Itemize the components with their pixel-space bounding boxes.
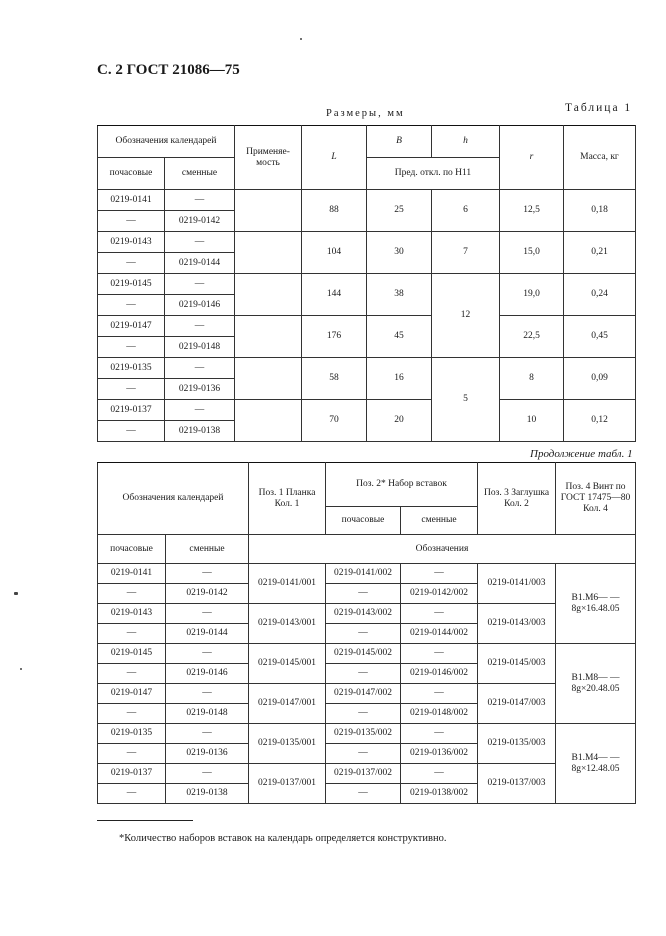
table-cell: — xyxy=(166,764,249,784)
table-cell: 0219-0142 xyxy=(166,584,249,604)
table-cell: 30 xyxy=(367,232,432,274)
set-replaceable-header: сменные xyxy=(401,507,478,535)
table-cell: 70 xyxy=(302,400,367,442)
h-header: h xyxy=(432,126,500,158)
footnote-rule xyxy=(97,820,193,821)
table-cell: — xyxy=(166,564,249,584)
table-cell: 0219-0143 xyxy=(98,232,165,253)
table-cell: 22,5 xyxy=(500,316,564,358)
table-cell: 0219-0138 xyxy=(166,784,249,804)
application-cell xyxy=(235,190,302,232)
table-cell: — xyxy=(401,724,478,744)
table-cell: 45 xyxy=(367,316,432,358)
application-cell xyxy=(235,274,302,316)
table-cell: — xyxy=(326,584,401,604)
table-cell: — xyxy=(98,211,165,232)
table-cell: 0219-0145/001 xyxy=(249,644,326,684)
table-cell: 88 xyxy=(302,190,367,232)
table-cell: 0219-0135/003 xyxy=(478,724,556,764)
table-cell: 0219-0137 xyxy=(98,400,165,421)
table-cell: — xyxy=(98,584,166,604)
table-cell: — xyxy=(98,421,165,442)
table-cell: — xyxy=(165,190,235,211)
table-cell: 0219-0141 xyxy=(98,564,166,584)
table-cell: — xyxy=(165,274,235,295)
table-cell: 0219-0147/003 xyxy=(478,684,556,724)
table-cell: 0,21 xyxy=(564,232,636,274)
table-cell: — xyxy=(165,358,235,379)
table-cell: — xyxy=(401,644,478,664)
table-cell: 0219-0143/002 xyxy=(326,604,401,624)
r-header: r xyxy=(500,126,564,190)
designation-header: Обозначения xyxy=(249,535,636,564)
table-cell: 0219-0146/002 xyxy=(401,664,478,684)
table-cell: 15,0 xyxy=(500,232,564,274)
table-cell: 38 xyxy=(367,274,432,316)
table-cell: 0219-0137/003 xyxy=(478,764,556,804)
table-cell: 0219-0138/002 xyxy=(401,784,478,804)
pos1-header: Поз. 1 Планка Кол. 1 xyxy=(249,463,326,535)
table-cell: 0219-0141 xyxy=(98,190,165,211)
table-cell: — xyxy=(165,316,235,337)
table-cell: — xyxy=(98,337,165,358)
table-cell: 25 xyxy=(367,190,432,232)
table-cell: — xyxy=(98,664,166,684)
table-cell: — xyxy=(98,253,165,274)
scan-speck xyxy=(20,668,22,670)
table-cell: 0219-0141/001 xyxy=(249,564,326,604)
table-label: Таблица 1 xyxy=(565,102,633,114)
table-cell: 0,09 xyxy=(564,358,636,400)
l-header: L xyxy=(302,126,367,190)
page-header: С. 2 ГОСТ 21086—75 xyxy=(97,62,240,78)
table-cell: 0219-0142 xyxy=(165,211,235,232)
table-cell: 0219-0145/003 xyxy=(478,644,556,684)
table-cell: 0219-0138 xyxy=(165,421,235,442)
application-cell xyxy=(235,316,302,358)
table-cell: 0219-0144 xyxy=(166,624,249,644)
application-header: Применяе-мость xyxy=(235,126,302,190)
table-cell: 0219-0136 xyxy=(166,744,249,764)
table-cell: 19,0 xyxy=(500,274,564,316)
application-cell xyxy=(235,400,302,442)
table-cell: 0219-0148 xyxy=(166,704,249,724)
designations-header: Обозначения календарей xyxy=(98,463,249,535)
table-cell: — xyxy=(326,704,401,724)
table-cell: — xyxy=(401,684,478,704)
table-cell: 0219-0143 xyxy=(98,604,166,624)
table-cell: 12,5 xyxy=(500,190,564,232)
table-cell: — xyxy=(326,744,401,764)
hourly-header: почасовые xyxy=(98,158,165,190)
table-cell: 0219-0147/002 xyxy=(326,684,401,704)
table-cell: 0219-0135 xyxy=(98,724,166,744)
table-cell: — xyxy=(98,624,166,644)
table-cell: — xyxy=(326,664,401,684)
table-cell: 0219-0146 xyxy=(165,295,235,316)
table-cell: 0219-0144 xyxy=(165,253,235,274)
table-cell: 0219-0137/002 xyxy=(326,764,401,784)
screw-cell: B1.M6— —8g×16.48.05 xyxy=(556,564,636,644)
mass-header: Масса, кг xyxy=(564,126,636,190)
screw-cell: B1.M4— —8g×12.48.05 xyxy=(556,724,636,804)
table-cell: — xyxy=(326,624,401,644)
application-cell xyxy=(235,232,302,274)
table-cell: 20 xyxy=(367,400,432,442)
pos4-header: Поз. 4 Винт по ГОСТ 17475—80 Кол. 4 xyxy=(556,463,636,535)
table-cell: 0219-0147 xyxy=(98,684,166,704)
replaceable-header: сменные xyxy=(165,158,235,190)
table-cell: 0219-0135 xyxy=(98,358,165,379)
table-cell: 176 xyxy=(302,316,367,358)
table-cell: 0219-0148/002 xyxy=(401,704,478,724)
hourly-header: почасовые xyxy=(98,535,166,564)
table-cell: 0219-0145/002 xyxy=(326,644,401,664)
table-cell: 16 xyxy=(367,358,432,400)
table-cell: — xyxy=(401,604,478,624)
table-cell: 58 xyxy=(302,358,367,400)
table-cell: — xyxy=(98,744,166,764)
table-cell: 104 xyxy=(302,232,367,274)
table-cell: 0219-0135/002 xyxy=(326,724,401,744)
table-cell: — xyxy=(166,604,249,624)
table-cell: — xyxy=(401,764,478,784)
table-cell: 5 xyxy=(432,358,500,442)
table-cell: — xyxy=(165,400,235,421)
parts-table xyxy=(97,462,636,804)
screw-cell: B1.M8— —8g×20.48.05 xyxy=(556,644,636,724)
table-cell: 0,45 xyxy=(564,316,636,358)
table-cell: 0219-0145 xyxy=(98,274,165,295)
table-cell: 0219-0136/002 xyxy=(401,744,478,764)
table-cell: 12 xyxy=(432,274,500,358)
table-cell: 144 xyxy=(302,274,367,316)
pos2-header: Поз. 2* Набор вставок xyxy=(326,463,478,507)
pos3-header: Поз. 3 Заглушка Кол. 2 xyxy=(478,463,556,535)
table-cell: 0219-0137 xyxy=(98,764,166,784)
table-cell: 0219-0143/001 xyxy=(249,604,326,644)
table-cell: — xyxy=(98,295,165,316)
application-cell xyxy=(235,358,302,400)
table-cell: 0219-0141/002 xyxy=(326,564,401,584)
set-hourly-header: почасовые xyxy=(326,507,401,535)
table-cell: — xyxy=(166,724,249,744)
table-cell: 0219-0148 xyxy=(165,337,235,358)
designations-header: Обозначения календарей xyxy=(98,126,235,158)
table-cell: 0219-0144/002 xyxy=(401,624,478,644)
dimensions-table xyxy=(97,125,636,442)
footnote: *Количество наборов вставок на календарь определяется конструктивно. xyxy=(119,833,447,844)
dimensions-caption: Размеры, мм xyxy=(326,108,405,119)
table-cell: — xyxy=(165,232,235,253)
table-cell: 7 xyxy=(432,232,500,274)
table-cell: 0219-0135/001 xyxy=(249,724,326,764)
table-cell: 0219-0141/003 xyxy=(478,564,556,604)
table-cell: 0,24 xyxy=(564,274,636,316)
table-cell: 0219-0147/001 xyxy=(249,684,326,724)
table-cell: — xyxy=(98,784,166,804)
table-cell: 0219-0146 xyxy=(166,664,249,684)
table-cell: 0219-0137/001 xyxy=(249,764,326,804)
table-cell: 0219-0147 xyxy=(98,316,165,337)
tolerance-header: Пред. откл. по H11 xyxy=(367,158,500,190)
table-cell: — xyxy=(166,644,249,664)
table-cell: 0219-0143/003 xyxy=(478,604,556,644)
replaceable-header: сменные xyxy=(166,535,249,564)
table-cell: — xyxy=(98,704,166,724)
table-cell: — xyxy=(98,379,165,400)
table-cell: — xyxy=(401,564,478,584)
table-cell: 0219-0136 xyxy=(165,379,235,400)
table-cell: 10 xyxy=(500,400,564,442)
b-header: B xyxy=(367,126,432,158)
scan-speck xyxy=(14,592,18,595)
table-cell: 0219-0142/002 xyxy=(401,584,478,604)
table-cell: — xyxy=(326,784,401,804)
table-cell: 0219-0145 xyxy=(98,644,166,664)
table-cell: 0,18 xyxy=(564,190,636,232)
continuation-label: Продолжение табл. 1 xyxy=(530,448,633,460)
table-cell: — xyxy=(166,684,249,704)
scan-speck xyxy=(300,38,302,40)
table-cell: 0,12 xyxy=(564,400,636,442)
table-cell: 6 xyxy=(432,190,500,232)
table-cell: 8 xyxy=(500,358,564,400)
